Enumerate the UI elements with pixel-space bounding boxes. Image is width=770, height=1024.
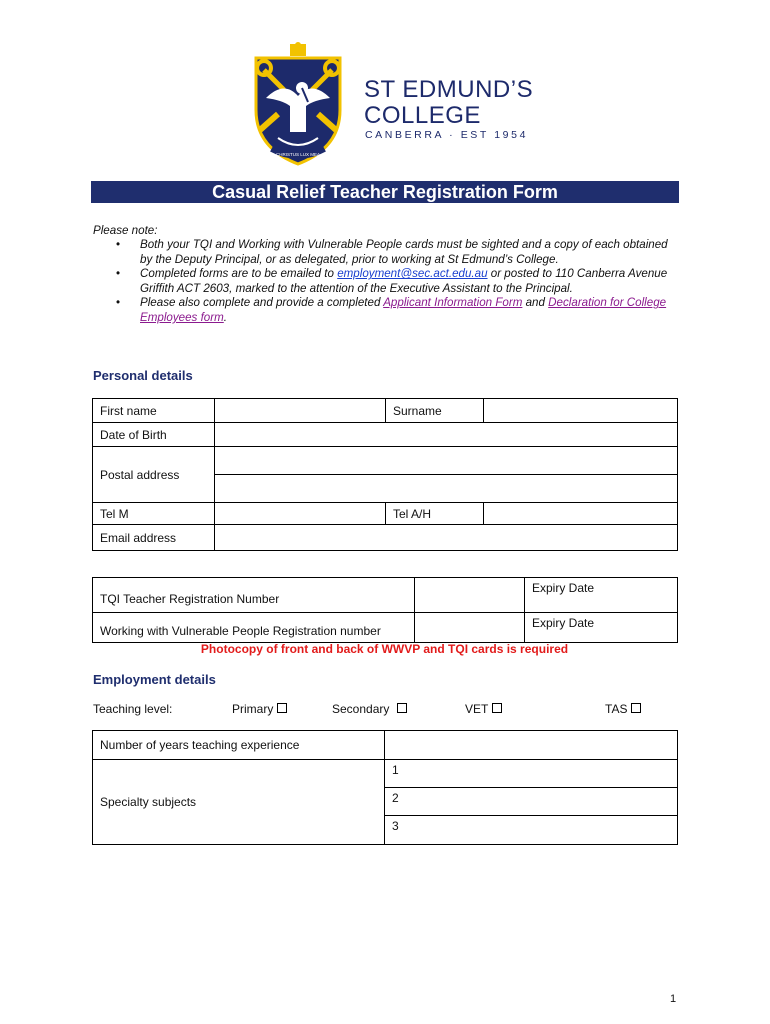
- postal-address-field-line1[interactable]: [215, 447, 678, 475]
- note-bullet-text: Both your TQI and Working with Vulnerable People cards must be sighted and a copy of each obtained by the Deputy Principal, or as delegated, prior to working at St Edmund’s College.: [140, 238, 668, 266]
- email-link[interactable]: employment@sec.act.edu.au: [337, 267, 488, 281]
- email-address-label: Email address: [93, 525, 215, 551]
- primary-option[interactable]: [232, 702, 287, 716]
- bullet-icon: •: [116, 267, 121, 281]
- vet-checkbox[interactable]: [492, 703, 502, 713]
- college-name-line1: ST EDMUND’S: [364, 76, 534, 103]
- first-name-label: First name: [93, 399, 215, 423]
- tqi-registration-field[interactable]: [415, 578, 525, 613]
- wwvp-expiry-date-field[interactable]: [525, 613, 678, 643]
- note-bullet-sighting: [112, 238, 682, 267]
- wwvp-registration-label: Working with Vulnerable People Registration number: [93, 613, 415, 643]
- tel-mobile-label: Tel M: [93, 503, 215, 525]
- note-bullet-text: .: [223, 310, 227, 324]
- dob-field[interactable]: [215, 423, 678, 447]
- page-number: 1: [670, 993, 677, 1005]
- note-bullet-text: or posted to 110 Canberra Avenue Griffith ACT 2603, marked to the attention of the Executive Assistant to the Principal.: [140, 267, 668, 295]
- note-bullet-forms: [112, 296, 682, 325]
- dob-label: Date of Birth: [93, 423, 215, 447]
- tas-label: TAS: [605, 702, 628, 716]
- wwvp-registration-field[interactable]: [415, 613, 525, 643]
- personal-details-table: [92, 398, 678, 551]
- primary-label: Primary: [232, 702, 274, 716]
- applicant-information-form-link[interactable]: Applicant Information Form: [383, 296, 523, 310]
- college-subtitle: CANBERRA · EST 1954: [365, 129, 529, 141]
- years-experience-field[interactable]: [385, 731, 678, 760]
- note-label: Please note:: [93, 224, 158, 237]
- motto-text: CHRISTUS LUX MEA: [275, 152, 321, 157]
- expiry-date-label: Expiry Date: [532, 616, 595, 630]
- primary-checkbox[interactable]: [277, 703, 287, 713]
- specialty-subject-3-field[interactable]: [385, 816, 678, 845]
- teaching-level-label: Teaching level:: [93, 702, 173, 716]
- form-title: Casual Relief Teacher Registration Form: [212, 182, 558, 202]
- registration-table: [92, 577, 678, 643]
- specialty-subject-2-field[interactable]: [385, 788, 678, 816]
- photocopy-warning: Photocopy of front and back of WWVP and TQI cards is required: [200, 642, 569, 656]
- college-name-line2: COLLEGE: [364, 102, 481, 129]
- email-address-field[interactable]: [215, 525, 678, 551]
- bullet-icon: •: [116, 296, 121, 310]
- note-bullet-text: Please also complete and provide a completed: [140, 296, 384, 310]
- employment-details-heading: Employment details: [93, 672, 216, 687]
- tel-mobile-field[interactable]: [215, 503, 386, 525]
- experience-table: [92, 730, 678, 845]
- bullet-icon: •: [116, 238, 121, 251]
- note-bullet-submission: [112, 267, 682, 296]
- vet-label: VET: [465, 702, 489, 716]
- tqi-registration-label: TQI Teacher Registration Number: [93, 578, 415, 613]
- years-experience-label: Number of years teaching experience: [93, 731, 385, 760]
- form-title-bar: [91, 181, 679, 203]
- secondary-checkbox[interactable]: [397, 703, 407, 713]
- surname-label: Surname: [386, 399, 484, 423]
- postal-address-field-line2[interactable]: [215, 475, 678, 503]
- declaration-form-link[interactable]: Declaration for College Employees form: [140, 296, 667, 324]
- vet-option[interactable]: [465, 702, 502, 716]
- row-number: 2: [392, 791, 399, 805]
- note-bullet-text: and: [522, 296, 549, 310]
- tas-checkbox[interactable]: [631, 703, 641, 713]
- note-bullet-text: Completed forms are to be emailed to: [140, 267, 338, 281]
- college-crest-logo: [244, 40, 352, 168]
- expiry-date-label: Expiry Date: [532, 581, 595, 595]
- specialty-subject-1-field[interactable]: [385, 760, 678, 788]
- secondary-label: Secondary: [332, 702, 390, 716]
- tqi-expiry-date-field[interactable]: [525, 578, 678, 613]
- tel-after-hours-label: Tel A/H: [386, 503, 484, 525]
- surname-field[interactable]: [484, 399, 678, 423]
- personal-details-heading: Personal details: [93, 368, 193, 383]
- college-name: [364, 77, 533, 129]
- tel-after-hours-field[interactable]: [484, 503, 678, 525]
- secondary-option[interactable]: [332, 702, 407, 716]
- row-number: 1: [392, 763, 399, 777]
- tas-option[interactable]: [605, 702, 641, 716]
- specialty-subjects-label: Specialty subjects: [93, 760, 385, 845]
- first-name-field[interactable]: [215, 399, 386, 423]
- note-list: [112, 238, 682, 326]
- postal-address-label: Postal address: [93, 447, 215, 503]
- row-number: 3: [392, 819, 399, 833]
